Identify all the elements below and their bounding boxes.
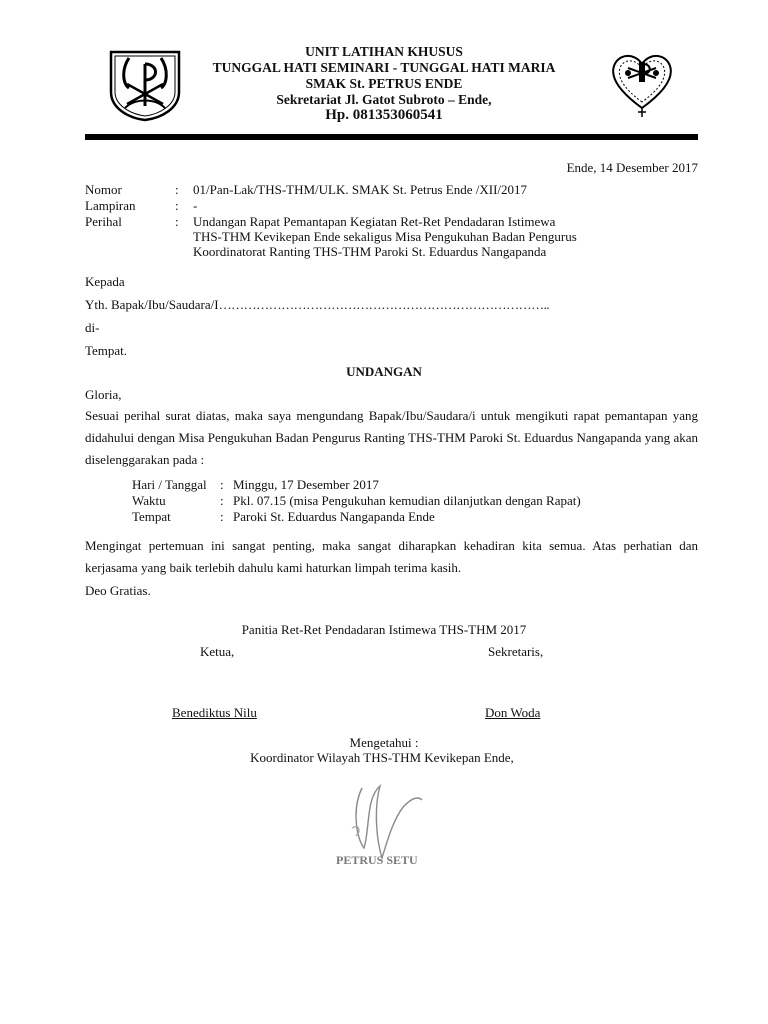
- mengetahui-label: Mengetahui :: [349, 735, 419, 750]
- ketua-title: Ketua,: [200, 644, 235, 659]
- koordinator-title: Koordinator Wilayah THS-THM Kevikepan Ende,: [250, 750, 514, 765]
- letterhead-phone: Hp. 081353060541: [325, 107, 443, 123]
- header-rule: [85, 134, 698, 140]
- tempat-acara-label: Tempat: [132, 509, 171, 524]
- letterhead-line-3: SMAK St. PETRUS ENDE: [305, 76, 463, 91]
- tempat-label: Tempat.: [85, 343, 128, 358]
- yth-dots: ……………………………………………………………………..: [218, 297, 550, 312]
- greeting: Gloria,: [85, 387, 122, 402]
- body-paragraph-1: Sesuai perihal surat diatas, maka saya mengundang Bapak/Ibu/Saudara/i untuk mengikuti rapat pemantapan yang didahului dengan Misa Pengukuhan Badan Pengurus Ranting THS-THM Paroki St. Eduardus Nangapanda yang akan diselenggarakan pada :: [85, 408, 698, 467]
- perihal-line-1: Undangan Rapat Pemantapan Kegiatan Ret-Ret Pendadaran Istimewa: [193, 214, 556, 229]
- di-label: di-: [85, 320, 100, 335]
- yth-label: Yth. Bapak/Ibu/Saudara/I: [85, 297, 219, 312]
- perihal-line-3: Koordinatorat Ranting THS-THM Paroki St. Eduardus Nangapanda: [193, 244, 547, 259]
- committee-name: Panitia Ret-Ret Pendadaran Istimewa THS-THM 2017: [241, 622, 527, 637]
- letterhead-address: Sekretariat Jl. Gatot Subroto – Ende,: [276, 92, 492, 107]
- nomor-colon: :: [175, 182, 179, 197]
- sekretaris-name: Don Woda: [485, 705, 541, 720]
- letterhead-line-2: TUNGGAL HATI SEMINARI - TUNGGAL HATI MARIA: [212, 60, 556, 75]
- nomor-value: 01/Pan-Lak/THS-THM/ULK. SMAK St. Petrus Ende /XII/2017: [193, 182, 528, 197]
- hari-colon: :: [220, 477, 224, 492]
- yth-line: [85, 297, 549, 313]
- hari-value: Minggu, 17 Desember 2017: [233, 477, 379, 492]
- letter-title: UNDANGAN: [346, 364, 422, 379]
- closing-deo-gratias: Deo Gratias.: [85, 583, 151, 598]
- perihal-line-2: THS-THM Kevikepan Ende sekaligus Misa Pengukuhan Badan Pengurus: [193, 229, 577, 244]
- lampiran-label: Lampiran: [85, 198, 136, 213]
- nomor-label: Nomor: [85, 182, 122, 197]
- hari-label: Hari / Tanggal: [132, 477, 207, 492]
- lampiran-colon: :: [175, 198, 179, 213]
- waktu-label: Waktu: [132, 493, 166, 508]
- waktu-value: Pkl. 07.15 (misa Pengukuhan kemudian dilanjutkan dengan Rapat): [233, 493, 581, 508]
- tempat-acara-colon: :: [220, 509, 224, 524]
- perihal-colon: :: [175, 214, 179, 229]
- perihal-label: Perihal: [85, 214, 122, 229]
- signature-printed-name: PETRUS SETU: [336, 853, 418, 867]
- ketua-name: Benediktus Nilu: [172, 705, 257, 720]
- letterhead-line-1: UNIT LATIHAN KHUSUS: [305, 44, 463, 59]
- kepada-label: Kepada: [85, 274, 125, 289]
- sekretaris-title: Sekretaris,: [488, 644, 544, 659]
- date-line: Ende, 14 Desember 2017: [566, 160, 698, 175]
- body-paragraph-2: Mengingat pertemuan ini sangat penting, maka sangat diharapkan kehadiran kita semua. Atas perhatian dan kerjasama yang baik terlebih dahulu kami haturkan limpah terima kasih.: [85, 538, 698, 575]
- waktu-colon: :: [220, 493, 224, 508]
- lampiran-value: -: [193, 198, 198, 213]
- tempat-acara-value: Paroki St. Eduardus Nangapanda Ende: [233, 509, 435, 524]
